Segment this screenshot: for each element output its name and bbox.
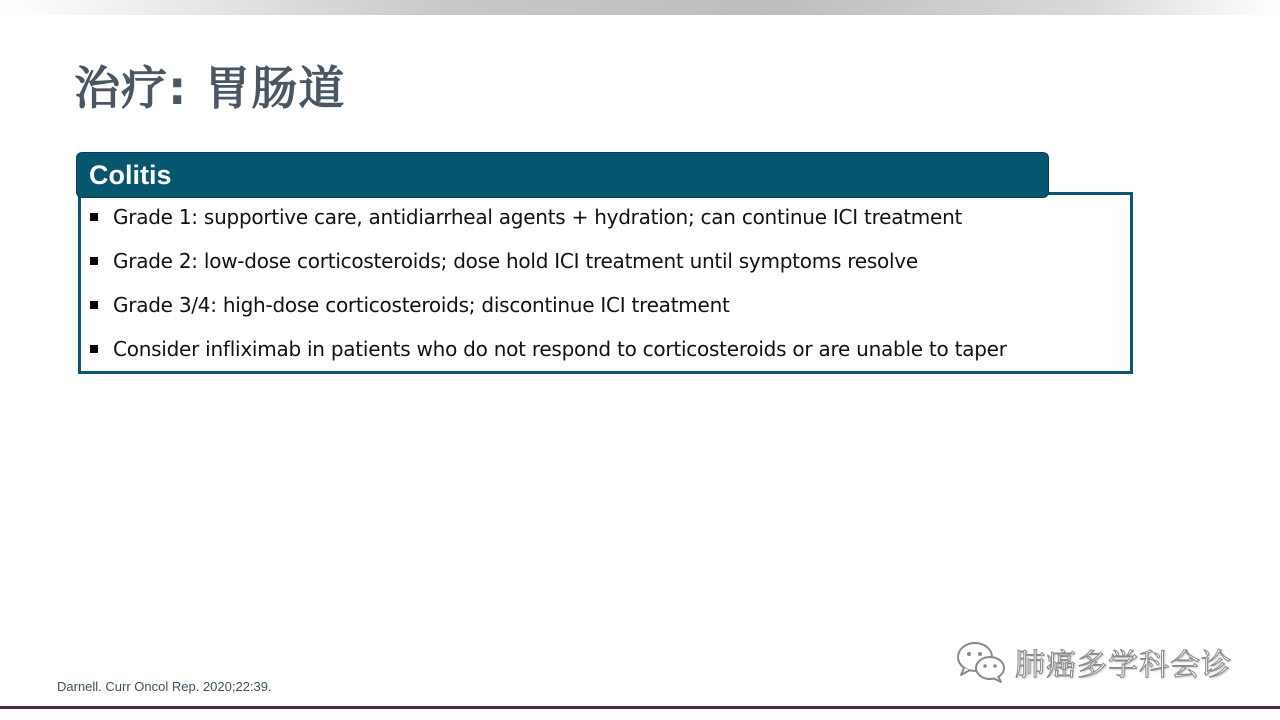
square-bullet-icon bbox=[90, 257, 98, 265]
bullet-text: Grade 2: low-dose corticosteroids; dose hold ICI treatment until symptoms resolve bbox=[113, 249, 918, 273]
square-bullet-icon bbox=[90, 213, 98, 221]
square-bullet-icon bbox=[90, 345, 98, 353]
bottom-divider-line bbox=[0, 706, 1280, 709]
colitis-bullet-list bbox=[90, 202, 1120, 378]
square-bullet-icon bbox=[90, 301, 98, 309]
bullet-item-grade-2 bbox=[90, 246, 1120, 290]
slide-title: 治疗: 胃肠道 bbox=[74, 61, 346, 115]
bullet-text: Grade 1: supportive care, antidiarrheal agents + hydration; can continue ICI treatment bbox=[113, 205, 963, 229]
top-gradient-bar bbox=[0, 0, 1280, 15]
watermark-text: 肺癌多学科会诊 bbox=[1015, 648, 1232, 683]
colitis-header-label: Colitis bbox=[89, 160, 172, 190]
bullet-text: Grade 3/4: high-dose corticosteroids; discontinue ICI treatment bbox=[113, 293, 730, 317]
watermark bbox=[955, 640, 1232, 684]
colitis-box-header bbox=[76, 152, 1049, 198]
citation: Darnell. Curr Oncol Rep. 2020;22:39. bbox=[57, 679, 272, 694]
bullet-item-grade-1 bbox=[90, 202, 1120, 246]
bullet-item-grade-3-4 bbox=[90, 290, 1120, 334]
wechat-icon bbox=[955, 640, 1007, 684]
bullet-text: Consider infliximab in patients who do not respond to corticosteroids or are unable to taper bbox=[113, 337, 1007, 361]
bullet-item-infliximab bbox=[90, 334, 1120, 378]
